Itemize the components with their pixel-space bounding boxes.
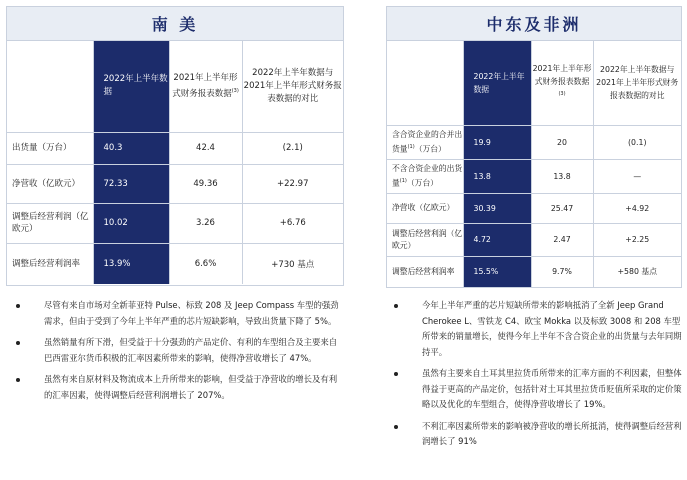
cell-2021: 9.7%: [531, 256, 593, 287]
header-2022: 2022年上半年数据: [463, 41, 531, 125]
header-comparison: 2022年上半年数据与2021年上半年形式财务报表数据的对比: [593, 41, 681, 125]
cell-2022: 10.02: [93, 203, 169, 243]
cell-diff: +22.97: [242, 164, 343, 203]
cell-2022: 30.39: [463, 193, 531, 223]
middle-east-africa-table: [387, 41, 681, 287]
cell-diff: +2.25: [593, 223, 681, 256]
cell-2021: 20: [531, 125, 593, 159]
header-2021: 2021年上半年形式财务报表数据$^{(3)}$: [169, 41, 242, 132]
table-header-row: [387, 41, 681, 125]
cell-2022: 13.9%: [93, 243, 169, 284]
bullet-icon: [394, 425, 398, 429]
bullet-icon: [16, 341, 20, 345]
bullet-icon: [394, 372, 398, 376]
list-item: 今年上半年严重的芯片短缺所带来的影响抵消了全新 Jeep Grand Cherokee L、雪铁龙 C4、欧宝 Mokka 以及标致 3008 和 208 车型所带来的销量增长，使得今年上半年不含合资企业的出货量与去年同期持平。: [392, 298, 682, 360]
table-row: [387, 223, 681, 256]
table-row: [387, 125, 681, 159]
row-label: 含合资企业的合并出货量$^{(1)}$（万台）: [387, 125, 463, 159]
bullet-icon: [16, 304, 20, 308]
row-label: 调整后经营利润（亿欧元）: [7, 203, 93, 243]
table-row: [7, 243, 343, 284]
list-item: 不利汇率因素所带来的影响被净营收的增长所抵消，使得调整后经营利润增长了 91%: [392, 419, 682, 450]
bullet-icon: [16, 378, 20, 382]
cell-2022: 4.72: [463, 223, 531, 256]
cell-2021: 25.47: [531, 193, 593, 223]
table-row: [387, 256, 681, 287]
cell-2021: 6.6%: [169, 243, 242, 284]
row-label: 调整后经营利润率: [387, 256, 463, 287]
cell-2021: 42.4: [169, 132, 242, 164]
cell-diff: +730 基点: [271, 259, 315, 270]
cell-diff: +580 基点: [617, 267, 657, 277]
cell-2022: 19.9: [463, 125, 531, 159]
row-label: 出货量（万台）: [7, 132, 93, 164]
table-row: [7, 203, 343, 243]
cell-2021: 2.47: [531, 223, 593, 256]
row-label: 调整后经营利润（亿欧元）: [387, 223, 463, 256]
header-2021: 2021年上半年形式财务报表数据$^{(3)}$: [531, 41, 593, 125]
list-item: 虽然有主要来自土耳其里拉货币所带来的汇率方面的不利因素，但整体得益于更高的产品定价，包括针对土耳其里拉货币贬值所采取的定价策略以及优化的车型组合，使得净营收增长了 19%。: [392, 366, 682, 413]
header-2022: 2022年上半年数据: [93, 41, 169, 132]
row-label: 不含合资企业的出货量$^{(1)}$（万台）: [387, 159, 463, 193]
middle-east-africa-notes: [392, 298, 682, 456]
cell-diff: —: [593, 159, 681, 193]
row-label: 净营收（亿欧元）: [387, 193, 463, 223]
header-comparison: 2022年上半年数据与2021年上半年形式财务报表数据的对比: [242, 41, 343, 132]
row-label: 净营收（亿欧元）: [7, 164, 93, 203]
table-row: [387, 193, 681, 223]
cell-2022: 15.5%: [463, 256, 531, 287]
cell-2021: 3.26: [169, 203, 242, 243]
list-item: 虽然销量有所下滑，但受益于十分强劲的产品定价、有利的车型组合及主要来自巴西雷亚尔货币积极的汇率因素所带来的影响，使得净营收增长了 47%。: [14, 335, 344, 366]
cell-2021: 13.8: [531, 159, 593, 193]
table-row: [7, 164, 343, 203]
cell-diff: (0.1): [593, 125, 681, 159]
cell-2022: 40.3: [93, 132, 169, 164]
list-item: 虽然有来自原材料及物流成本上升所带来的影响，但受益于净营收的增长及有利的汇率因素，使得调整后经营利润增长了 207%。: [14, 372, 344, 403]
cell-2021: 49.36: [169, 164, 242, 203]
cell-2022: 72.33: [93, 164, 169, 203]
south-america-title: 南 美: [7, 7, 343, 41]
table-header-row: [7, 41, 343, 132]
middle-east-africa-panel: [386, 6, 682, 288]
cell-diff: +4.92: [593, 193, 681, 223]
row-label: 调整后经营利润率: [7, 243, 93, 284]
south-america-table: [7, 41, 343, 284]
list-item: 尽管有来自市场对全新菲亚特 Pulse、标致 208 及 Jeep Compass 车型的强劲需求，但由于受到了今年上半年严重的芯片短缺影响，导致出货量下降了 5%。: [14, 298, 344, 329]
cell-2022: 13.8: [463, 159, 531, 193]
table-row: [7, 132, 343, 164]
south-america-panel: [6, 6, 344, 286]
table-row: [387, 159, 681, 193]
middle-east-africa-title: 中东及非洲: [387, 7, 681, 41]
south-america-notes: [14, 298, 344, 409]
cell-diff: (2.1): [242, 132, 343, 164]
bullet-icon: [394, 304, 398, 308]
cell-diff: +6.76: [242, 203, 343, 243]
